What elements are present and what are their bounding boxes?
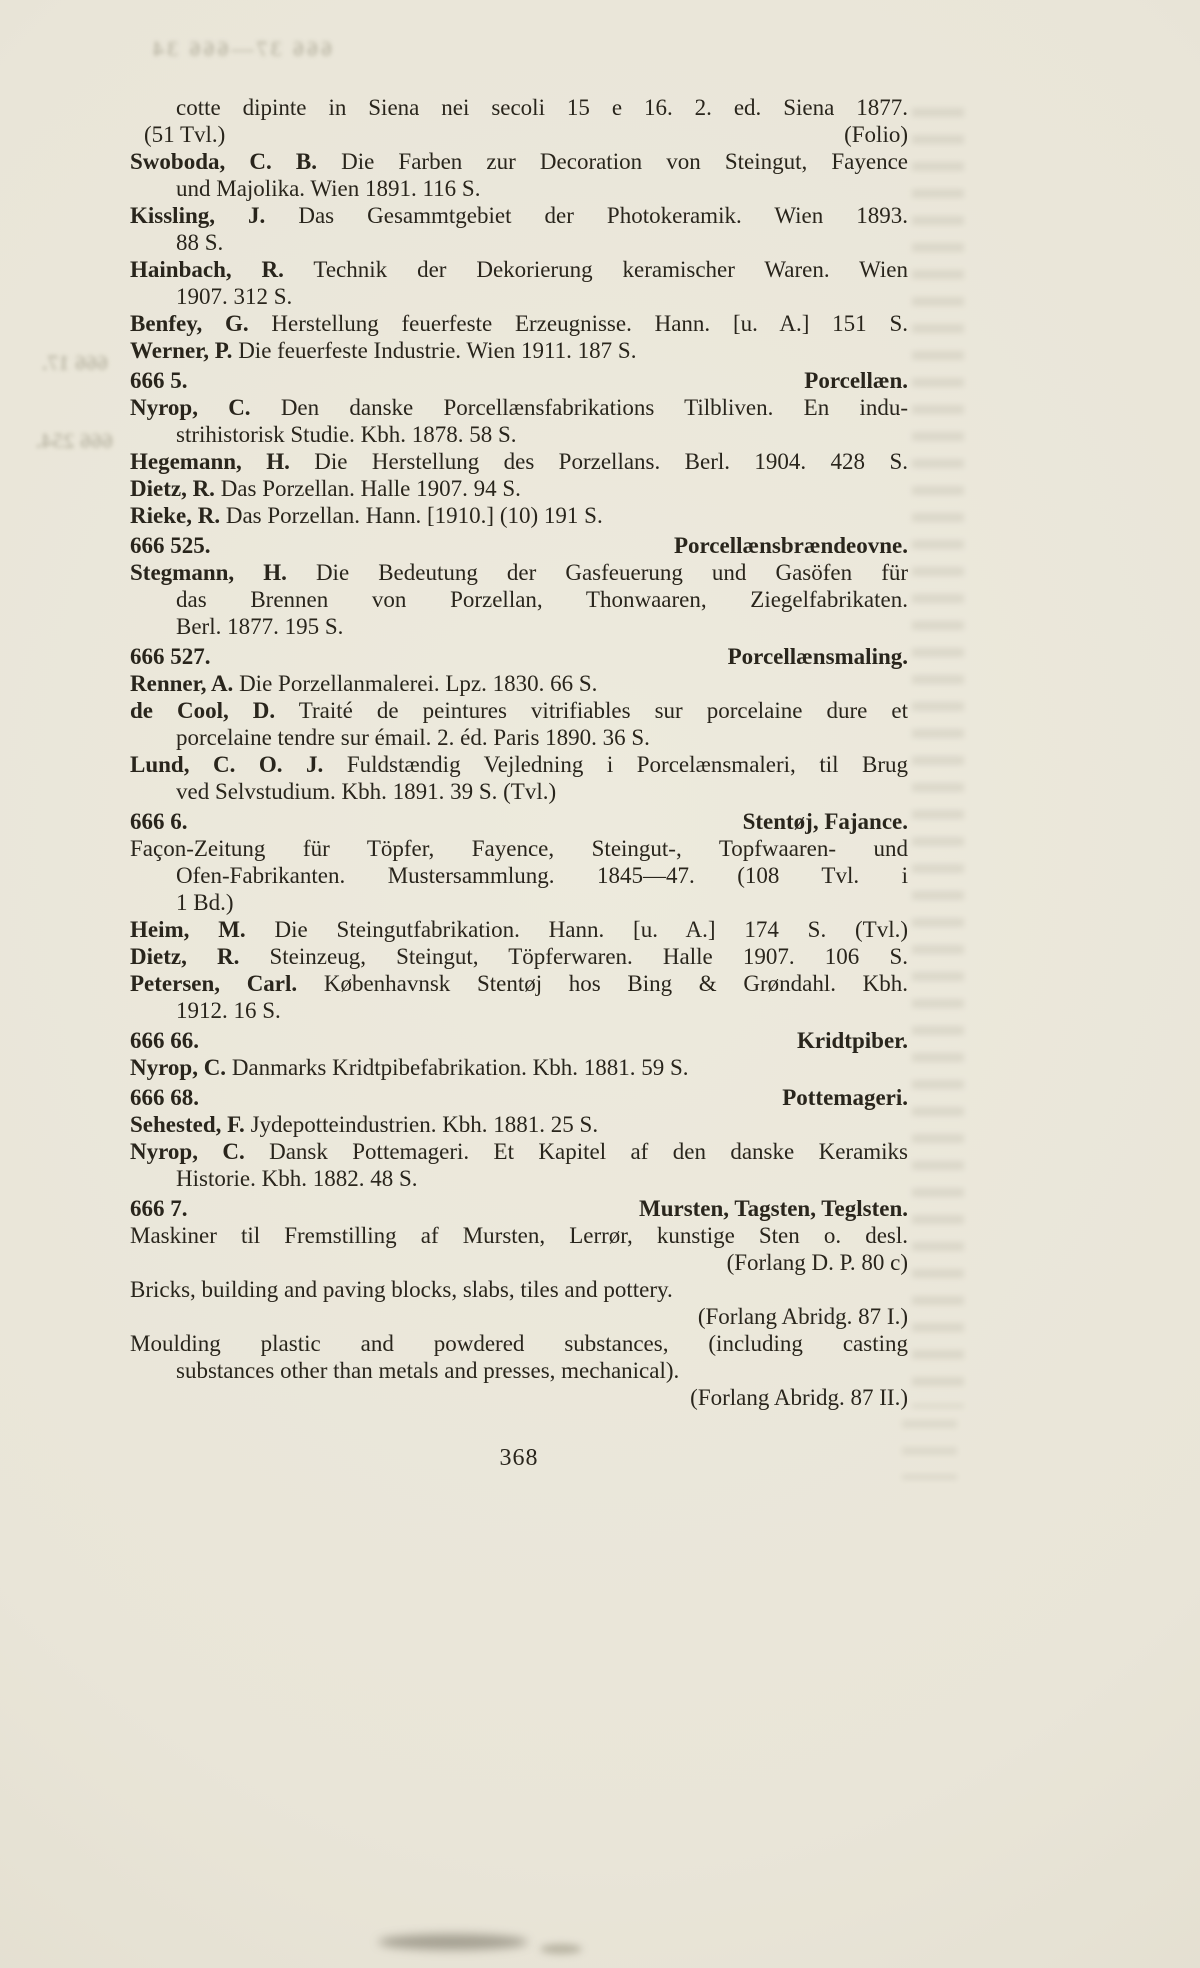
section-heading-line (130, 643, 908, 670)
catalog-line: 1 Bd.) (176, 890, 234, 915)
catalog-text-block (130, 94, 908, 1411)
section-title: Pottemageri. (782, 1085, 908, 1110)
author-name: Stegmann, H. (130, 560, 287, 585)
catalog-line: Swoboda, C. B. Die Farben zur Decoration von Steingut, Fayence (130, 149, 908, 174)
catalog-line: Maskiner til Fremstilling af Mursten, Lerrør, kunstige Sten o. desl. (130, 1223, 908, 1248)
section-title: Porcellæn. (804, 368, 908, 393)
catalog-line: das Brennen von Porzellan, Thonwaaren, Ziegelfabrikaten. (176, 587, 908, 612)
author-name: Nyrop, C. (130, 1055, 227, 1080)
catalog-line: Dietz, R. Das Porzellan. Halle 1907. 94 S. (130, 476, 521, 501)
catalog-line: Historie. Kbh. 1882. 48 S. (176, 1166, 418, 1191)
catalog-line: Bricks, building and paving blocks, slabs, tiles and pottery. (130, 1277, 673, 1302)
catalog-line: strihistorisk Studie. Kbh. 1878. 58 S. (176, 422, 517, 447)
section-number: 666 5. (130, 368, 188, 393)
catalog-line: Renner, A. Die Porzellanmalerei. Lpz. 1830. 66 S. (130, 671, 598, 696)
catalog-line: Stegmann, H. Die Bedeutung der Gasfeuerung und Gasöfen für (130, 560, 908, 585)
section-title: Porcellænsbrændeovne. (673, 533, 908, 558)
catalog-line: ved Selvstudium. Kbh. 1891. 39 S. (Tvl.) (176, 779, 557, 804)
author-name: Kissling, J. (130, 203, 266, 228)
section-heading-line (130, 1195, 908, 1222)
catalog-line: Nyrop, C. Danmarks Kridtpibefabrikation. Kbh. 1881. 59 S. (130, 1055, 689, 1080)
catalog-line: (Forlang Abridg. 87 I.) (697, 1304, 908, 1329)
author-name: Werner, P. (130, 338, 233, 363)
catalog-line: de Cool, D. Traité de peintures vitrifiables sur porcelaine dure et (130, 698, 908, 723)
author-name: Rieke, R. (130, 503, 221, 528)
catalog-line: (Forlang Abridg. 87 II.) (690, 1385, 908, 1410)
author-name: Petersen, Carl. (130, 971, 298, 996)
author-name: Nyrop, C. (130, 395, 251, 420)
catalog-line: Moulding plastic and powdered substances, (including casting (130, 1331, 908, 1356)
author-name: de Cool, D. (130, 698, 276, 723)
catalog-line: cotte dipinte in Siena nei secoli 15 e 16. 2. ed. Siena 1877. (176, 95, 908, 120)
author-name: Hainbach, R. (130, 257, 284, 282)
catalog-line: 1912. 16 S. (176, 998, 281, 1023)
catalog-line: und Majolika. Wien 1891. 116 S. (176, 176, 481, 201)
author-name: Sehested, F. (130, 1112, 245, 1137)
section-title: Stentøj, Fajance. (742, 809, 908, 834)
catalog-line: Rieke, R. Das Porzellan. Hann. [1910.] (10) 191 S. (130, 503, 603, 528)
catalog-line: Hainbach, R. Technik der Dekorierung keramischer Waren. Wien (130, 257, 908, 282)
author-name: Heim, M. (130, 917, 246, 942)
section-heading-line (130, 808, 908, 835)
showthrough-header-text: 666 37—666 34 (150, 36, 332, 61)
section-number: 666 68. (130, 1085, 199, 1110)
catalog-line: Nyrop, C. Den danske Porcellænsfabrikations Tilbliven. En indu- (130, 395, 908, 420)
ink-smudge (540, 1944, 582, 1954)
author-name: Renner, A. (130, 671, 234, 696)
section-number: 666 527. (130, 644, 211, 669)
author-name: Hegemann, H. (130, 449, 290, 474)
catalog-line: Sehested, F. Jydepotteindustrien. Kbh. 1881. 25 S. (130, 1112, 599, 1137)
catalog-line: Façon-Zeitung für Töpfer, Fayence, Steingut-, Topfwaaren- und (130, 836, 908, 861)
section-number: 666 7. (130, 1196, 188, 1221)
author-name: Dietz, R. (130, 944, 240, 969)
catalog-line (130, 121, 908, 148)
section-number: 666 66. (130, 1028, 199, 1053)
catalog-line: Hegemann, H. Die Herstellung des Porzellans. Berl. 1904. 428 S. (130, 449, 908, 474)
catalog-line: Benfey, G. Herstellung feuerfeste Erzeugnisse. Hann. [u. A.] 151 S. (130, 311, 908, 336)
section-number: 666 525. (130, 533, 211, 558)
section-number: 666 6. (130, 809, 188, 834)
section-title: Porcellænsmaling. (727, 644, 908, 669)
section-heading-line (130, 1084, 908, 1111)
line-left-text: (51 Tvl.) (144, 122, 226, 147)
catalog-line: (Forlang D. P. 80 c) (726, 1250, 908, 1275)
catalog-line: Dietz, R. Steinzeug, Steingut, Töpferwaren. Halle 1907. 106 S. (130, 944, 908, 969)
catalog-line: porcelaine tendre sur émail. 2. éd. Paris 1890. 36 S. (176, 725, 650, 750)
catalog-line: Heim, M. Die Steingutfabrikation. Hann. [u. A.] 174 S. (Tvl.) (130, 917, 908, 942)
showthrough-right-column (912, 108, 964, 1408)
catalog-line: Berl. 1877. 195 S. (176, 614, 344, 639)
catalog-line: Lund, C. O. J. Fuldstændig Vejledning i Porcelænsmaleri, til Brug (130, 752, 908, 777)
section-heading-line (130, 532, 908, 559)
ink-smudge (378, 1934, 528, 1950)
catalog-line: Nyrop, C. Dansk Pottemageri. Et Kapitel af den danske Keramiks (130, 1139, 908, 1164)
page-number: 368 (499, 1445, 539, 1471)
catalog-line: Werner, P. Die feuerfeste Industrie. Wien 1911. 187 S. (130, 338, 637, 363)
section-heading-line (130, 1027, 908, 1054)
showthrough-right-column-lower (902, 1420, 957, 1480)
catalog-line: Kissling, J. Das Gesammtgebiet der Photokeramik. Wien 1893. (130, 203, 908, 228)
catalog-line: substances other than metals and presses, mechanical). (176, 1358, 680, 1383)
showthrough-margin-number: 666 17. (42, 350, 108, 375)
section-title: Mursten, Tagsten, Teglsten. (638, 1196, 908, 1221)
author-name: Nyrop, C. (130, 1139, 245, 1164)
section-heading-line (130, 367, 908, 394)
catalog-line: Ofen-Fabrikanten. Mustersammlung. 1845—47. (108 Tvl. i (176, 863, 908, 888)
showthrough-margin-number: 666 254. (36, 428, 113, 453)
author-name: Benfey, G. (130, 311, 249, 336)
line-right-text: (Folio) (844, 122, 908, 147)
author-name: Swoboda, C. B. (130, 149, 317, 174)
section-title: Kridtpiber. (797, 1028, 908, 1053)
catalog-line: 1907. 312 S. (176, 284, 293, 309)
catalog-line: 88 S. (176, 230, 224, 255)
catalog-line: Petersen, Carl. Københavnsk Stentøj hos Bing & Grøndahl. Kbh. (130, 971, 908, 996)
author-name: Dietz, R. (130, 476, 215, 501)
author-name: Lund, C. O. J. (130, 752, 324, 777)
